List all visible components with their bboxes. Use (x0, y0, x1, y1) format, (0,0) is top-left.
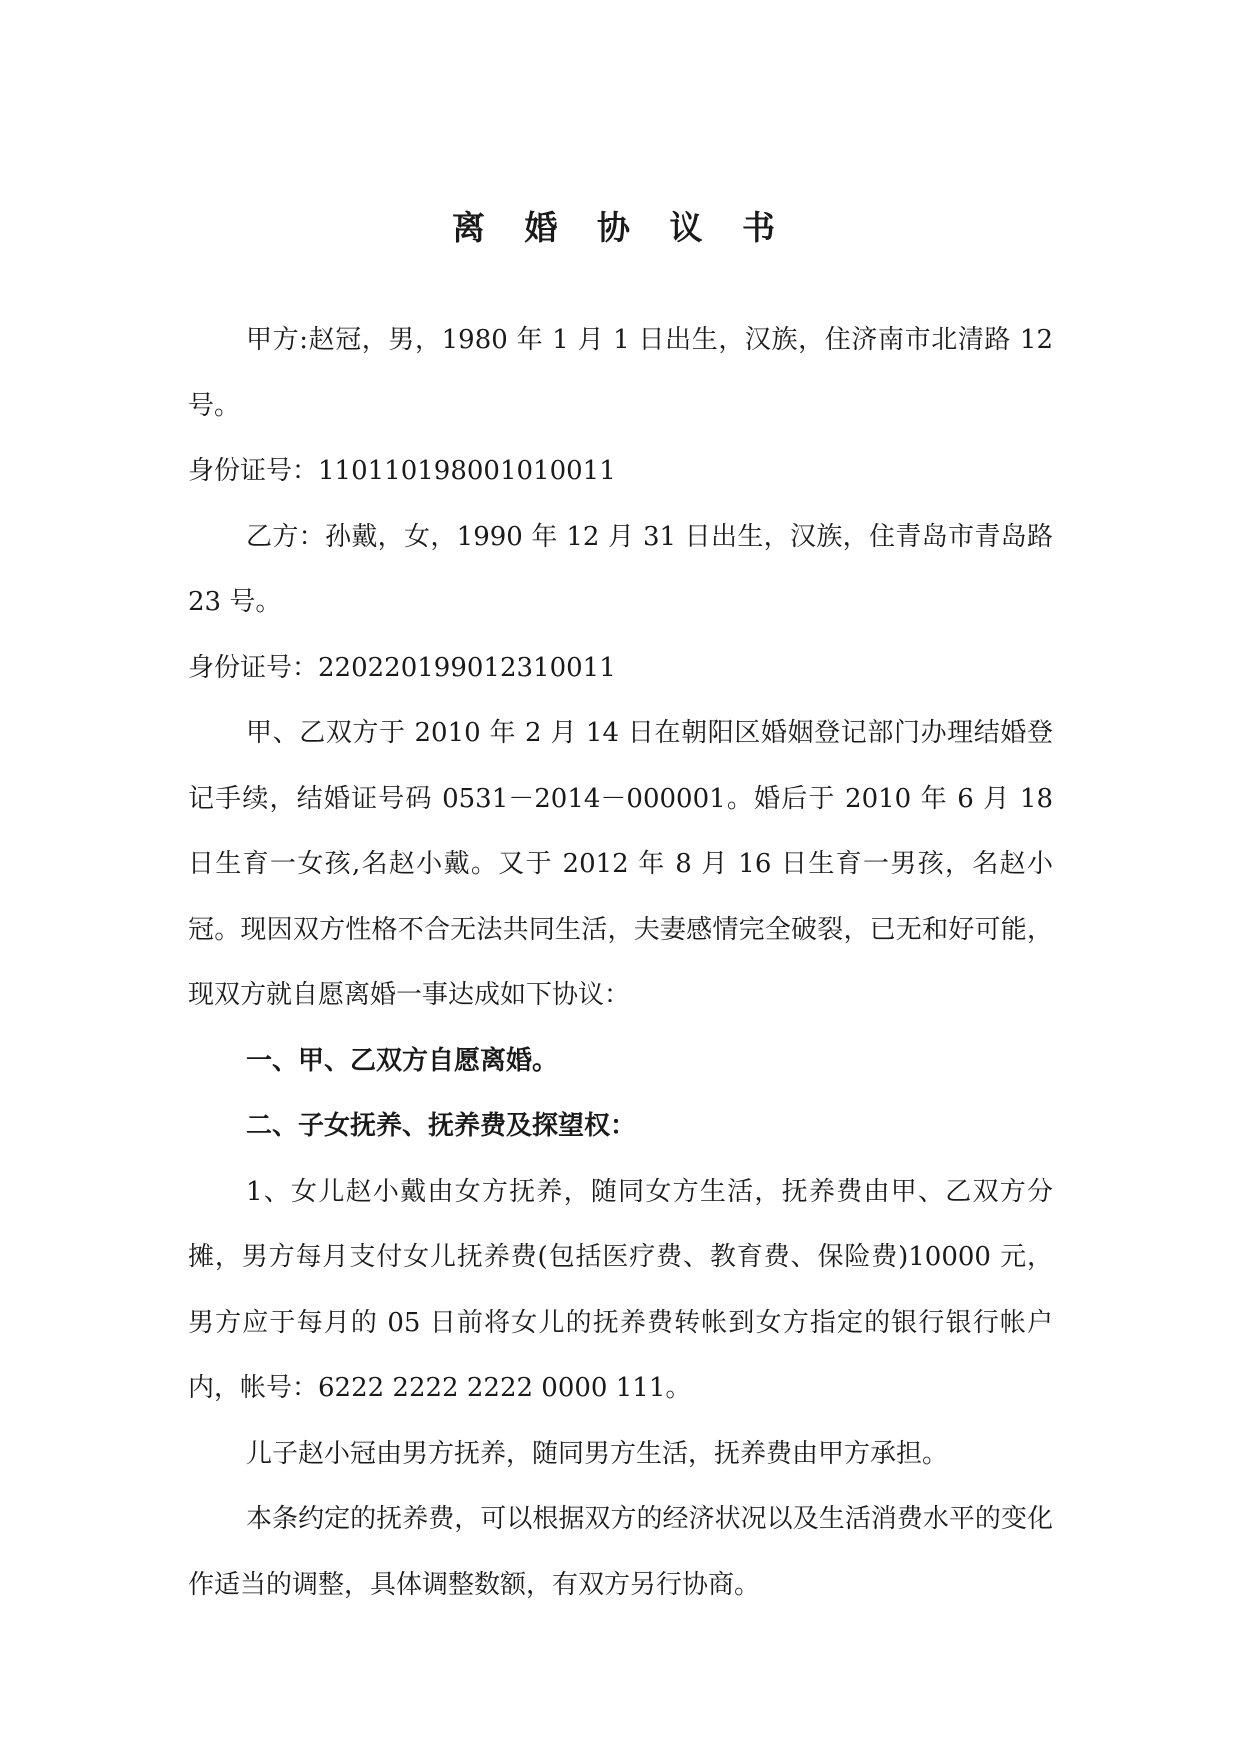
clause-2-adjustment: 本条约定的抚养费，可以根据双方的经济状况以及生活消费水平的变化作适当的调整，具体调整数额，有双方另行协商。 (188, 1504, 1053, 1600)
party-b-info: 乙方：孙戴，女，1990 年 12 月 31 日出生，汉族，住青岛市青岛路 23 号。 (188, 521, 1053, 617)
document-body (188, 308, 1053, 1618)
clause-2-heading: 二、子女抚养、抚养费及探望权： (246, 1111, 637, 1141)
document-title: 离 婚 协 议 书 (452, 208, 789, 247)
clause-2-daughter-custody: 1、女儿赵小戴由女方抚养，随同女方生活，抚养费由甲、乙双方分摊，男方每月支付女儿抚养费(包括医疗费、教育费、保险费)10000 元，男方应于每月的 05 日前将女儿的抚养费转帐到女方指定的银行银行帐户内，帐号：6222 2222 2222 0000 111。 (188, 1176, 1053, 1403)
party-a-info: 甲方:赵冠，男，1980 年 1 月 1 日出生，汉族，住济南市北清路 12 号。 (188, 325, 1053, 421)
clause-1-heading: 一、甲、乙双方自愿离婚。 (246, 1045, 559, 1076)
clause-2-son-custody: 儿子赵小冠由男方抚养，随同男方生活，抚养费由甲方承担。 (246, 1438, 949, 1469)
marriage-background: 甲、乙双方于 2010 年 2 月 14 日在朝阳区婚姻登记部门办理结婚登记手续，结婚证号码 0531－2014－000001。婚后于 2010 年 6 月 18 日生育一女孩,名赵小戴。又于 2012 年 8 月 16 日生育一男孩，名赵小冠。现因双方性格不合无法共同生活，夫妻感情完全破裂，已无和好可能，现双方就自愿离婚一事达成如下协议： (188, 718, 1053, 1010)
party-a-id: 身份证号：110110198001010011 (188, 456, 616, 486)
party-b-id: 身份证号：220220199012310011 (188, 652, 616, 683)
